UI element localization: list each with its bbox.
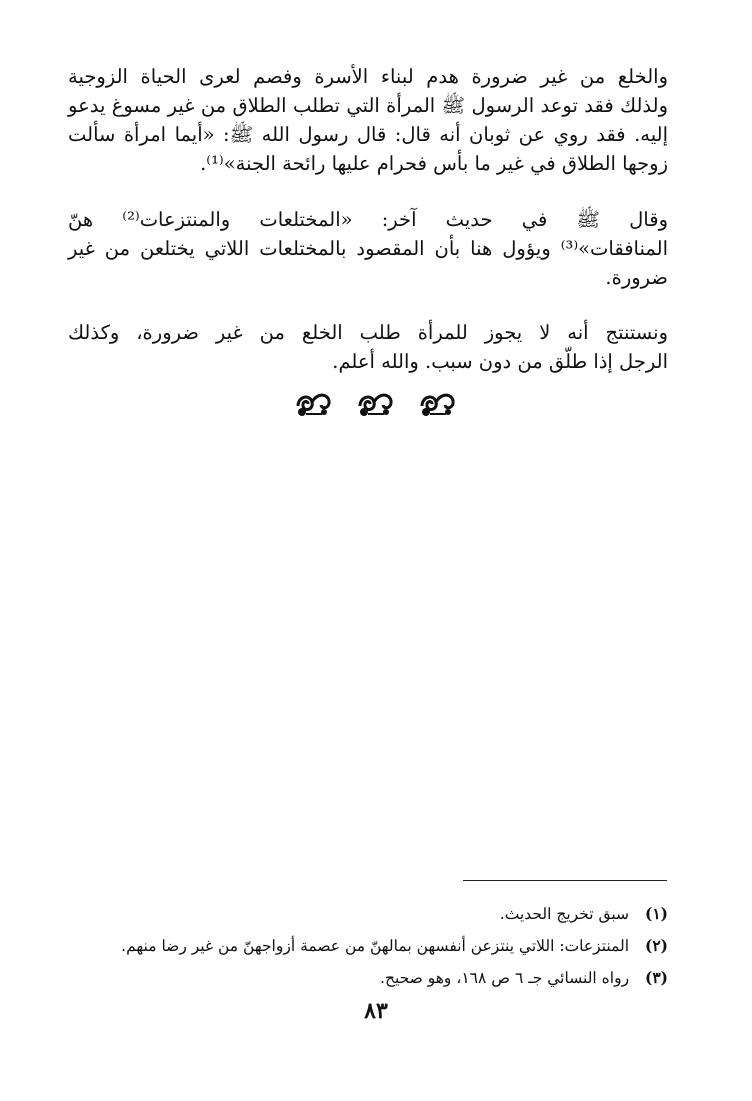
footnote-text: رواه النسائي جـ ٦ ص ١٦٨، وهو صحيح. bbox=[380, 969, 630, 987]
footnote-separator bbox=[463, 880, 667, 881]
body-paragraph-2 bbox=[68, 205, 668, 292]
text-line: المنافقات»⁽³⁾ ويؤول هنا بأن المقصود بالمختلعات اللاتي يختلعن من غير bbox=[68, 237, 668, 260]
footnote-2 bbox=[68, 930, 668, 962]
footnote-number: (٢) bbox=[644, 936, 668, 955]
footnote-text: المنتزعات: اللاتي ينتزعن أنفسهن بمالهنّ من عصمة أزواجهنّ من غير رضا منهم. bbox=[121, 937, 630, 955]
text-line: ونستنتج أنه لا يجوز للمرأة طلب الخلع من غير ضرورة، وكذلك bbox=[68, 321, 668, 344]
body-paragraph-1 bbox=[68, 62, 668, 178]
footnote-number: (١) bbox=[644, 904, 668, 923]
text-line: وقال ﷺ في حديث آخر: «المختلعات والمنتزعات⁽²⁾ هنّ bbox=[68, 208, 668, 231]
footnote-text: سبق تخريج الحديث. bbox=[499, 905, 630, 923]
floral-ornament-icon bbox=[418, 388, 458, 418]
footnote-1 bbox=[68, 898, 668, 930]
footnote-3 bbox=[68, 962, 668, 994]
section-end-ornaments bbox=[0, 388, 752, 422]
text-line: الرجل إذا طلّق من دون سبب. والله أعلم. bbox=[332, 350, 668, 373]
text-line: ضرورة. bbox=[605, 266, 668, 289]
floral-ornament-icon bbox=[356, 388, 396, 418]
text-line: إليه. فقد روي عن ثوبان أنه قال: قال رسول الله ﷺ: «أيما امرأة سألت bbox=[68, 123, 668, 146]
body-paragraph-3 bbox=[68, 318, 668, 376]
text-line: زوجها الطلاق في غير ما بأس فحرام عليها رائحة الجنة»⁽¹⁾. bbox=[200, 152, 668, 175]
text-line: ولذلك فقد توعد الرسول ﷺ المرأة التي تطلب الطلاق من غير مسوغ يدعو bbox=[68, 94, 668, 117]
page-number: ٨٣ bbox=[364, 998, 388, 1024]
footnotes bbox=[68, 898, 668, 994]
floral-ornament-icon bbox=[294, 388, 334, 418]
text-line: والخلع من غير ضرورة هدم لبناء الأسرة وفصم لعرى الحياة الزوجية bbox=[68, 65, 668, 88]
footnote-number: (٣) bbox=[644, 968, 668, 987]
